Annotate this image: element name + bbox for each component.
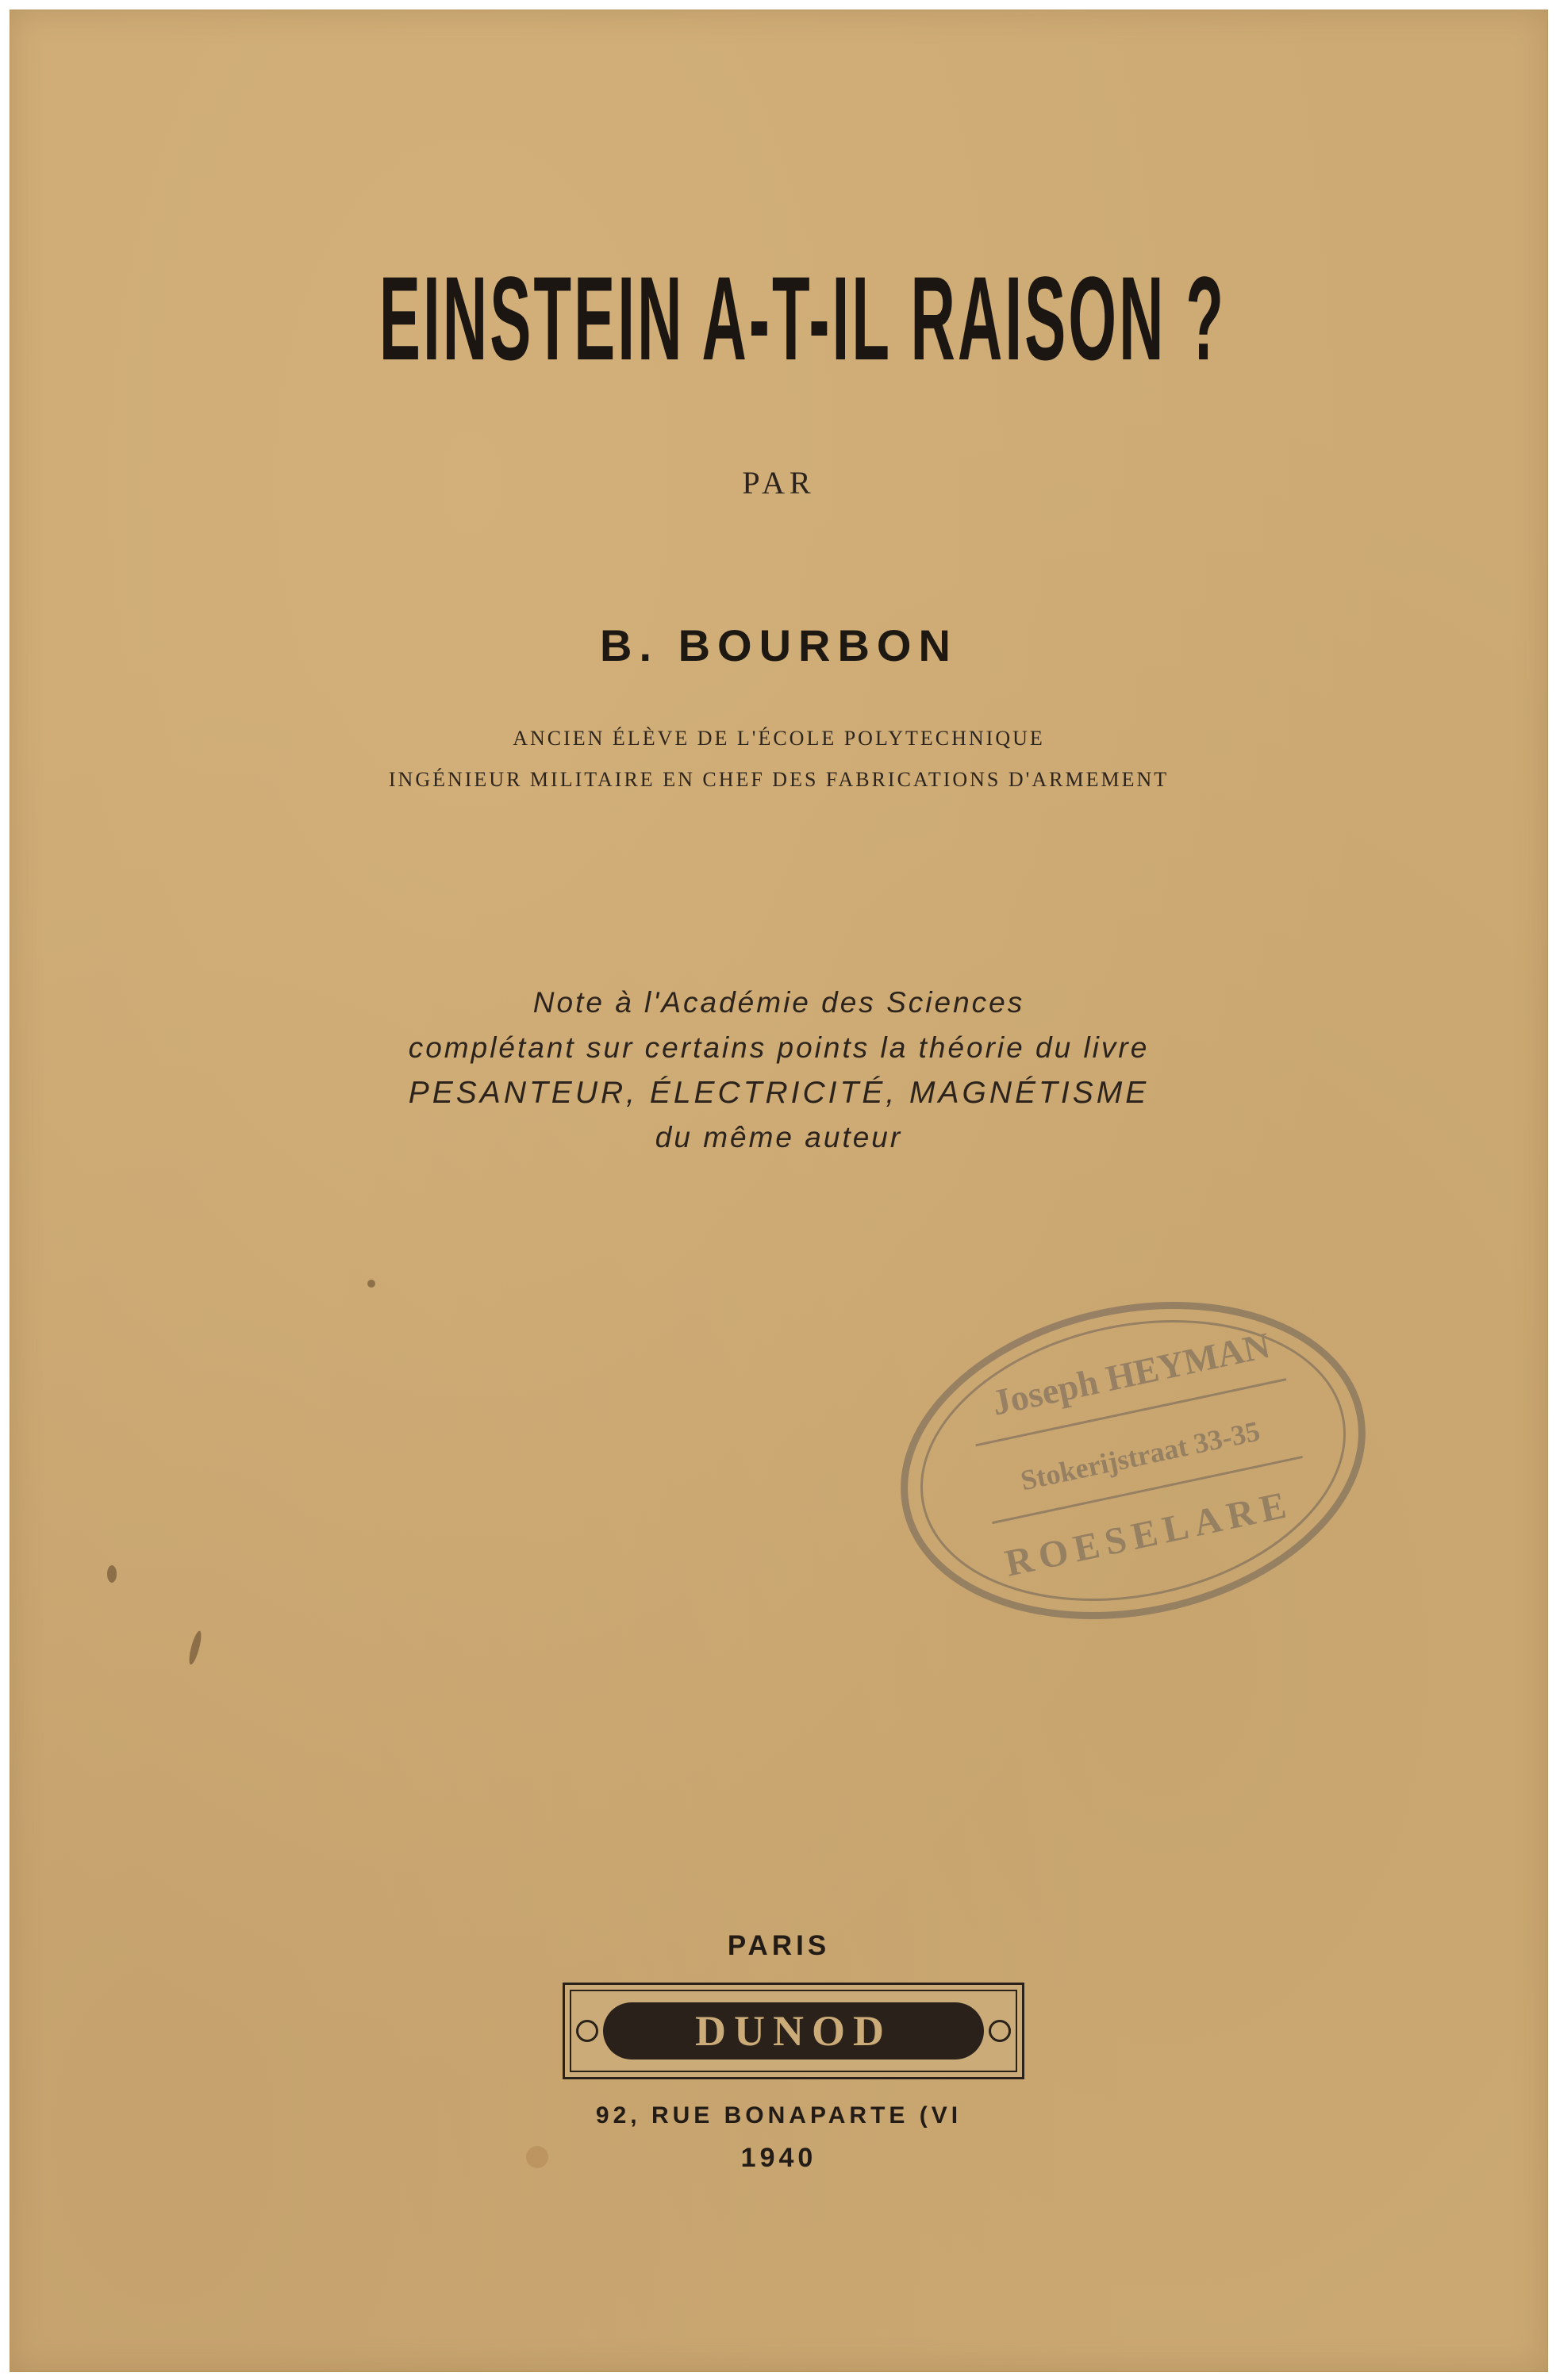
publisher-name: DUNOD xyxy=(695,2007,892,2055)
publication-year: 1940 xyxy=(740,2143,817,2173)
author-credential-2: INGÉNIEUR MILITAIRE EN CHEF DES FABRICATIONS D'ARMEMENT xyxy=(388,768,1170,791)
note-line-4: du même auteur xyxy=(655,1121,903,1154)
paper-spot xyxy=(367,1280,375,1288)
stamp-owner-name: Joseph HEYMAN xyxy=(988,1324,1274,1423)
logo-cartouche xyxy=(603,2002,984,2059)
publisher-city: PARIS xyxy=(727,1930,831,1961)
author-name: B. BOURBON xyxy=(600,620,958,670)
by-label: PAR xyxy=(742,465,816,501)
publisher-logo xyxy=(563,1983,1024,2079)
paper-spot xyxy=(186,1630,203,1665)
logo-ornament-right xyxy=(989,2020,1011,2042)
book-title: EINSTEIN A-T-IL RAISON ? xyxy=(378,251,1227,385)
note-line-1: Note à l'Académie des Sciences xyxy=(532,986,1025,1019)
note-line-2: complétant sur certains points la théorie du livre xyxy=(408,1031,1150,1064)
book-cover xyxy=(10,10,1548,2372)
logo-ornament-left xyxy=(576,2020,598,2042)
owner-stamp xyxy=(887,1294,1379,1627)
paper-spot xyxy=(107,1565,117,1583)
note-line-3: PESANTEUR, ÉLECTRICITÉ, MAGNÉTISME xyxy=(408,1076,1150,1110)
stamp-town: ROESELARE xyxy=(1001,1483,1297,1585)
publisher-address: 92, RUE BONAPARTE (VI xyxy=(595,2102,962,2129)
stamp-street: Stokerijstraat 33-35 xyxy=(1017,1415,1263,1497)
author-credential-1: ANCIEN ÉLÈVE DE L'ÉCOLE POLYTECHNIQUE xyxy=(513,727,1045,750)
paper-spot xyxy=(526,2146,548,2168)
